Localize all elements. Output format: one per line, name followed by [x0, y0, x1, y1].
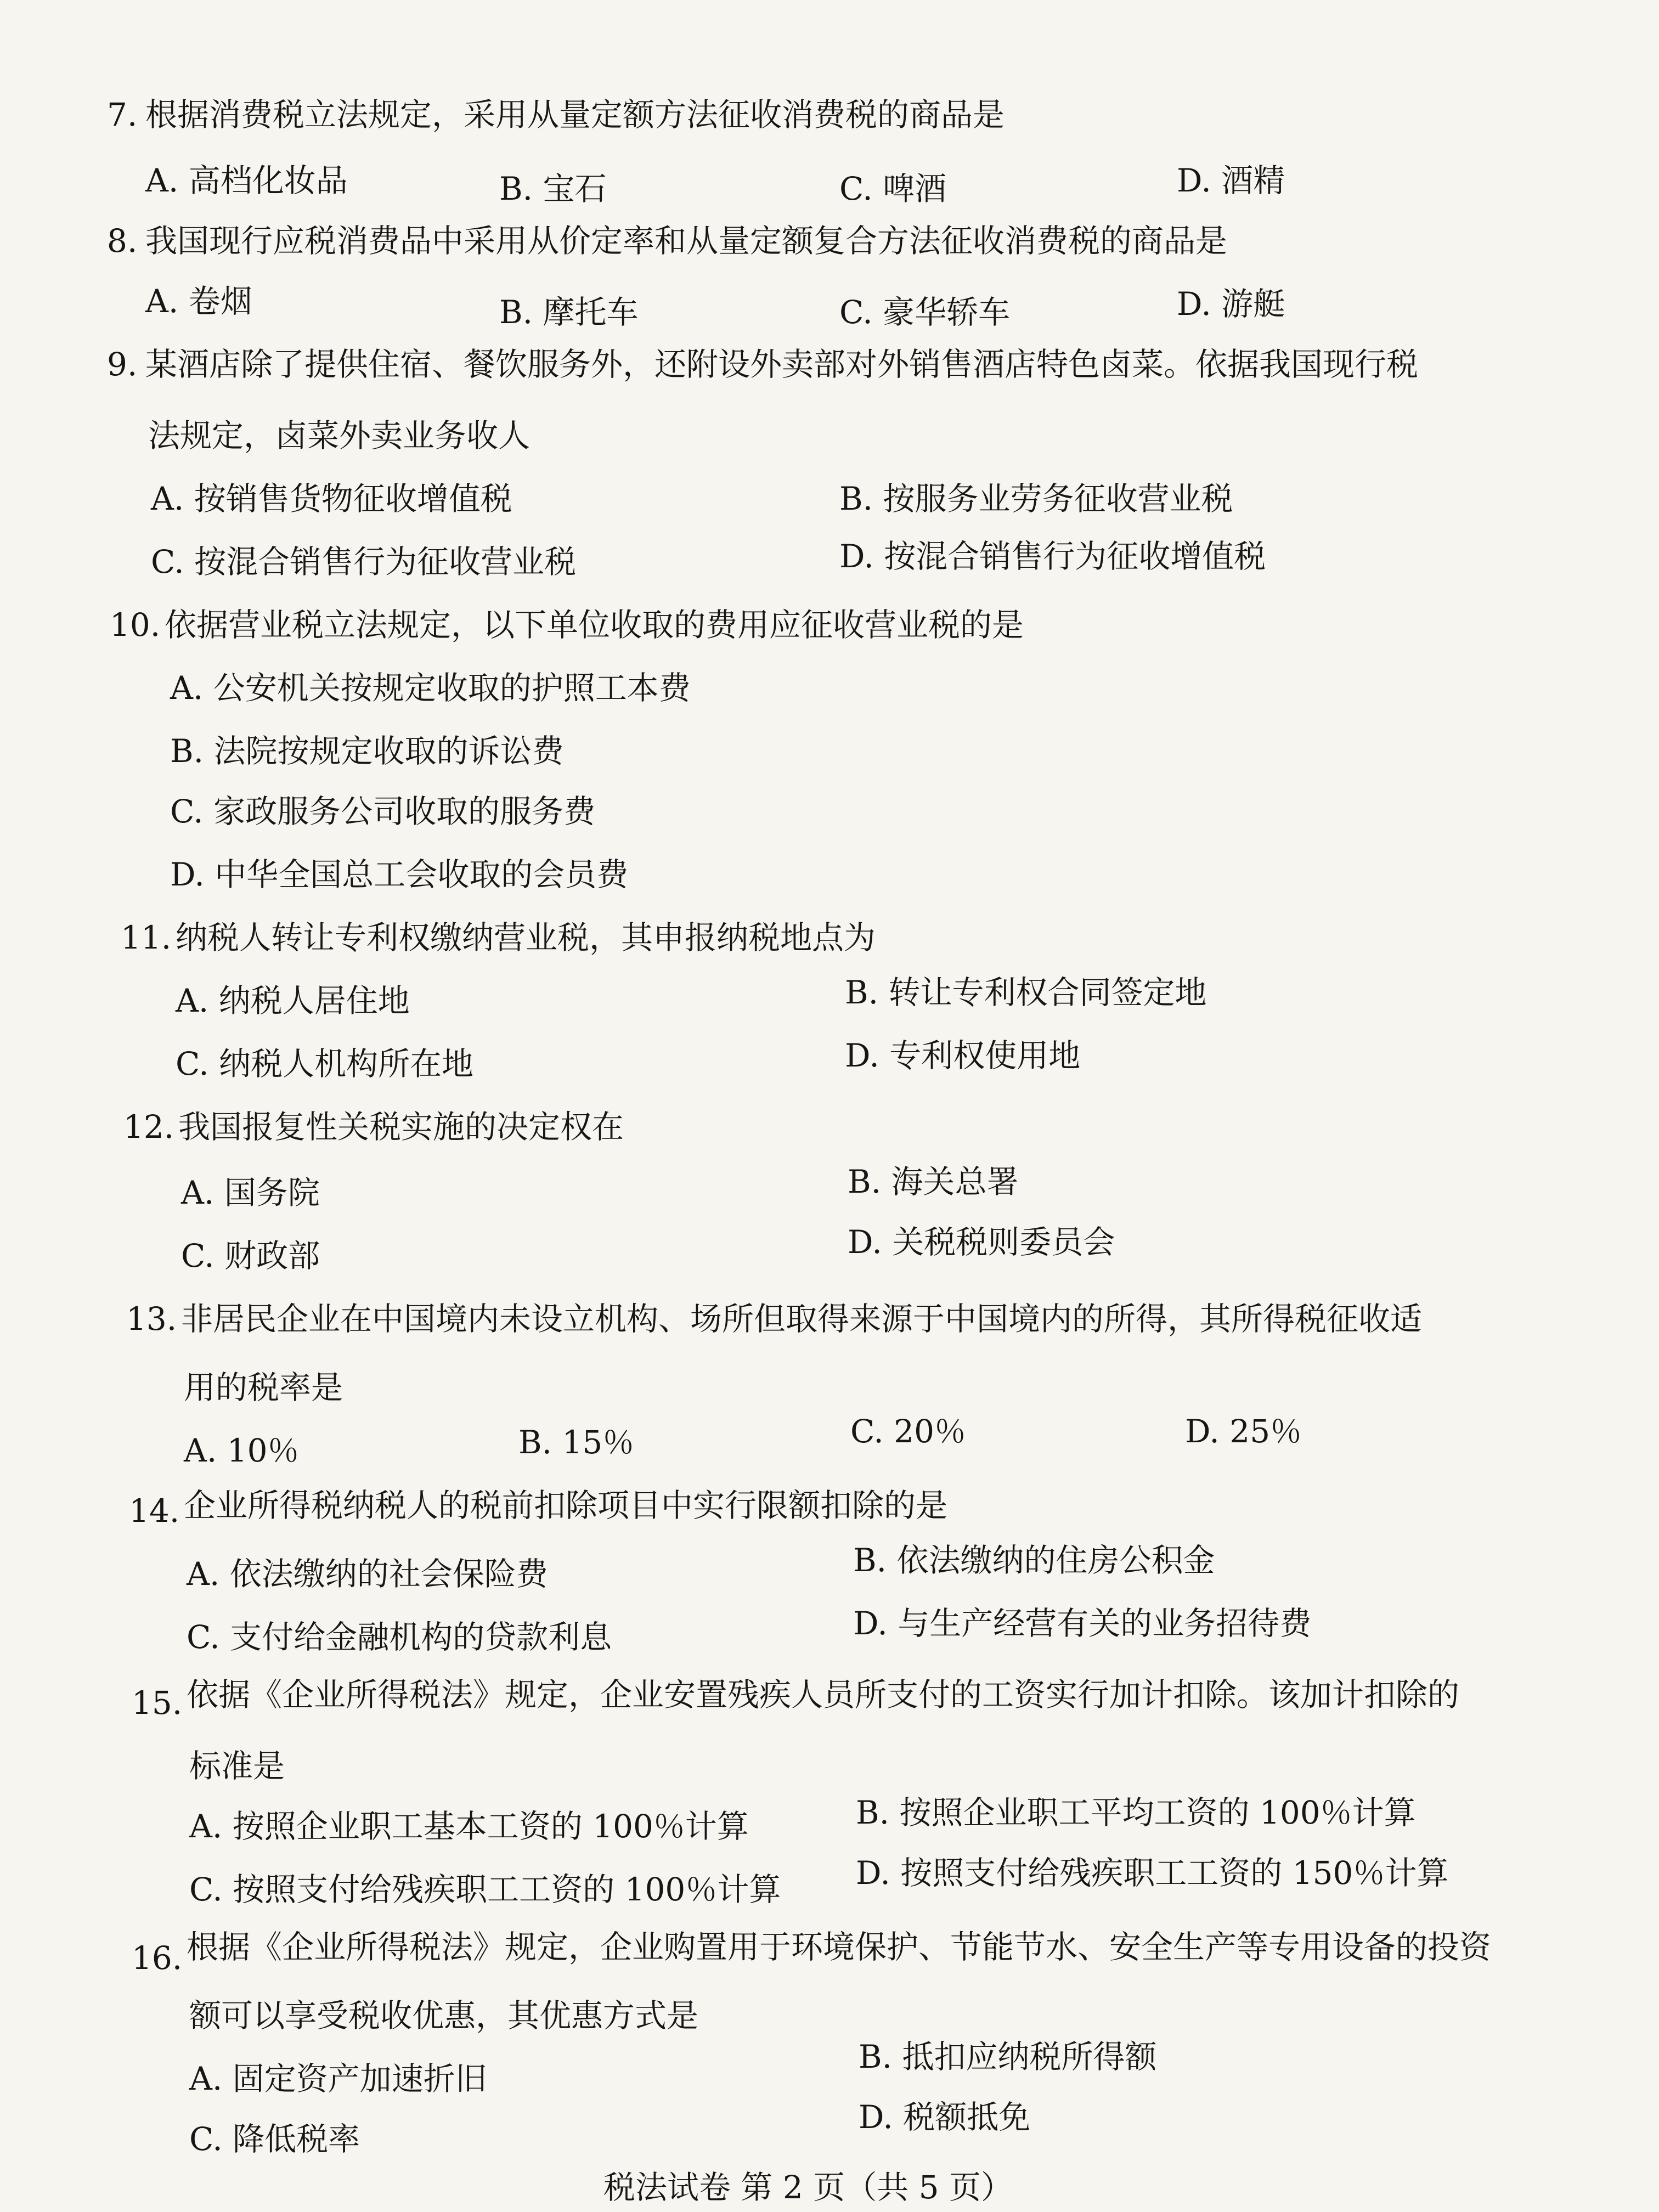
- question-9-option-b: B. 按服务业劳务征收营业税: [839, 480, 1233, 517]
- question-9-option-a: A. 按销售货物征收增值税: [151, 480, 512, 517]
- question-9-stem-line-1: 某酒店除了提供住宿、餐饮服务外，还附设外卖部对外销售酒店特色卤菜。依据我国现行税: [145, 346, 1419, 383]
- question-8-stem: 我国现行应税消费品中采用从价定率和从量定额复合方法征收消费税的商品是: [145, 222, 1228, 259]
- question-14-stem: 企业所得税纳税人的税前扣除项目中实行限额扣除的是: [184, 1487, 948, 1524]
- question-11-option-c: C. 纳税人机构所在地: [176, 1045, 474, 1082]
- question-15-option-b: B. 按照企业职工平均工资的 100％计算: [856, 1794, 1416, 1831]
- question-12-option-c: C. 财政部: [181, 1237, 320, 1274]
- question-16-stem-line-1: 根据《企业所得税法》规定，企业购置用于环境保护、节能节水、安全生产等专用设备的投资: [187, 1928, 1492, 1966]
- question-9-number: 9.: [107, 346, 138, 383]
- question-12-option-a: A. 国务院: [181, 1174, 320, 1211]
- question-14-option-b: B. 依法缴纳的住房公积金: [853, 1542, 1215, 1579]
- question-7-option-b: B. 宝石: [499, 170, 607, 207]
- question-16-option-b: B. 抵扣应纳税所得额: [859, 2038, 1157, 2075]
- question-11-option-a: A. 纳税人居住地: [176, 982, 410, 1019]
- question-8-option-c: C. 豪华轿车: [839, 294, 1011, 331]
- question-14-option-d: D. 与生产经营有关的业务招待费: [853, 1605, 1312, 1642]
- question-10-option-a: A. 公安机关按规定收取的护照工本费: [170, 669, 691, 707]
- question-16-stem-line-2: 额可以享受税收优惠，其优惠方式是: [189, 1997, 699, 2034]
- question-13-option-a: A. 10％: [184, 1432, 300, 1469]
- question-8-number: 8.: [107, 222, 138, 259]
- question-13-option-d: D. 25％: [1185, 1413, 1302, 1450]
- question-10-number: 10.: [110, 606, 161, 644]
- question-12-option-b: B. 海关总署: [848, 1163, 1019, 1200]
- question-12-number: 12.: [123, 1108, 174, 1146]
- question-13-option-c: C. 20％: [850, 1413, 966, 1450]
- question-15-stem-line-1: 依据《企业所得税法》规定，企业安置残疾人员所支付的工资实行加计扣除。该加计扣除的: [187, 1676, 1460, 1713]
- question-10-stem: 依据营业税立法规定，以下单位收取的费用应征收营业税的是: [165, 606, 1024, 644]
- question-9-option-c: C. 按混合销售行为征收营业税: [151, 543, 577, 580]
- question-7-option-c: C. 啤酒: [839, 170, 947, 207]
- question-16-number: 16.: [132, 1939, 183, 1977]
- question-13-number: 13.: [126, 1300, 177, 1338]
- question-13-option-b: B. 15％: [518, 1424, 635, 1461]
- question-16-option-d: D. 税额抵免: [859, 2098, 1031, 2136]
- question-14-option-c: C. 支付给金融机构的贷款利息: [187, 1618, 612, 1656]
- question-15-stem-line-2: 标准是: [189, 1747, 285, 1785]
- question-8-option-d: D. 游艇: [1177, 285, 1285, 323]
- question-12-option-d: D. 关税税则委员会: [848, 1223, 1115, 1261]
- question-15-option-c: C. 按照支付给残疾职工工资的 100％计算: [189, 1871, 781, 1908]
- question-10-option-d: D. 中华全国总工会收取的会员费: [170, 856, 629, 893]
- question-16-option-c: C. 降低税率: [189, 2120, 360, 2158]
- page-footer: 税法试卷 第 2 页（共 5 页）: [603, 2169, 1013, 2206]
- question-11-stem: 纳税人转让专利权缴纳营业税，其申报纳税地点为: [176, 919, 876, 956]
- question-8-option-b: B. 摩托车: [499, 294, 639, 331]
- question-9-stem-line-2: 法规定，卤菜外卖业务收人: [148, 417, 531, 454]
- question-7-number: 7.: [107, 96, 138, 133]
- question-14-number: 14.: [129, 1492, 180, 1530]
- question-14-option-a: A. 依法缴纳的社会保险费: [187, 1555, 548, 1593]
- question-8-option-a: A. 卷烟: [145, 283, 252, 320]
- question-9-option-d: D. 按混合销售行为征收增值税: [839, 538, 1266, 575]
- question-7-option-a: A. 高档化妆品: [145, 162, 348, 199]
- question-16-option-a: A. 固定资产加速折旧: [189, 2060, 487, 2097]
- question-11-option-b: B. 转让专利权合同签定地: [845, 974, 1207, 1011]
- question-12-stem: 我国报复性关税实施的决定权在: [178, 1108, 624, 1146]
- question-15-number: 15.: [132, 1684, 183, 1722]
- question-15-option-d: D. 按照支付给残疾职工工资的 150％计算: [856, 1854, 1449, 1892]
- question-10-option-b: B. 法院按规定收取的诉讼费: [170, 732, 564, 770]
- question-7-option-d: D. 酒精: [1177, 162, 1285, 199]
- question-13-stem-line-2: 用的税率是: [184, 1369, 343, 1406]
- question-10-option-c: C. 家政服务公司收取的服务费: [170, 793, 596, 830]
- question-13-stem-line-1: 非居民企业在中国境内未设立机构、场所但取得来源于中国境内的所得，其所得税征收适: [181, 1300, 1423, 1338]
- question-15-option-a: A. 按照企业职工基本工资的 100％计算: [189, 1808, 749, 1845]
- question-11-option-d: D. 专利权使用地: [845, 1037, 1081, 1074]
- question-7-stem: 根据消费税立法规定，采用从量定额方法征收消费税的商品是: [145, 96, 1005, 133]
- question-11-number: 11.: [121, 919, 172, 956]
